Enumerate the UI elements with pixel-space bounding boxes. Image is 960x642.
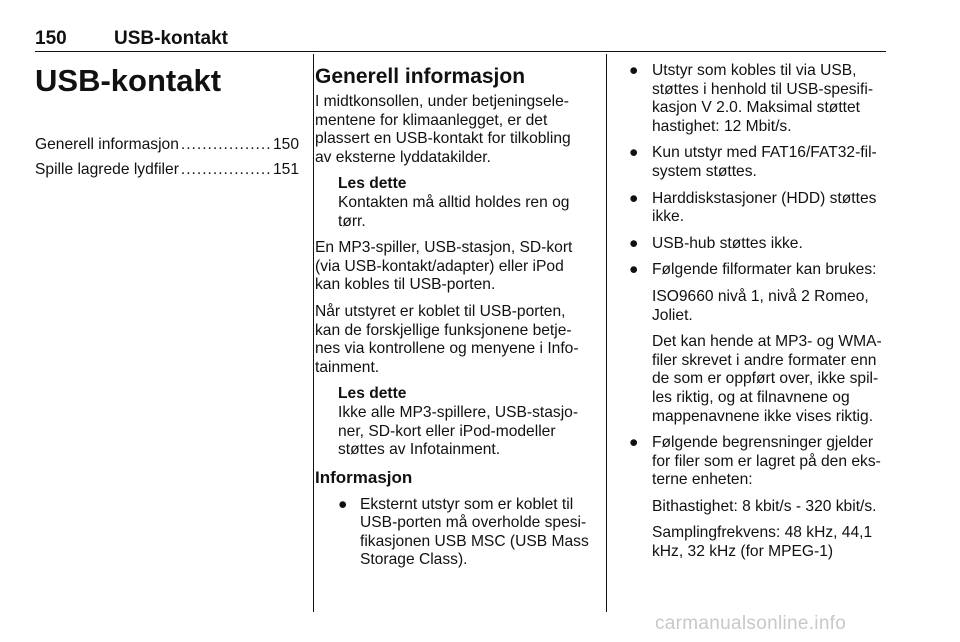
toc-entry[interactable] — [35, 136, 299, 155]
sampling-text: Samplingfrekvens: 48 kHz, 44,1 kHz, 32 kHz (for MPEG-1) — [652, 524, 873, 561]
paragraph: Når utstyret er koblet til USB-porten, kan de forskjellige funksjonene betjenes via kontrollene og menyene i Infotainment. — [315, 302, 579, 376]
bullet-text: USB-hub støttes ikke. — [652, 234, 803, 252]
bullet-icon: ● — [629, 144, 639, 162]
note-title: Les dette — [338, 175, 407, 193]
bullet-item — [622, 144, 886, 181]
column-divider-1 — [313, 54, 314, 612]
note-box — [338, 175, 591, 231]
bullet-icon: ● — [629, 234, 639, 252]
watermark: carmanualsonline.info — [655, 613, 847, 634]
paragraph: En MP3-spiller, USB-stasjon, SD-kort (via USB-kontakt/adapter) eller iPod kan kobles til USB-porten. — [315, 239, 573, 294]
section-heading: Generell informasjon — [315, 65, 526, 88]
subsection-heading: Informasjon — [315, 467, 413, 487]
bullet-icon: ● — [629, 189, 639, 207]
bullet-text: Eksternt utstyr som er koblet til USB-porten må overholde spesifikasjonen USB MSC (USB Mass Storage Class). — [360, 495, 589, 569]
note-title: Les dette — [338, 385, 407, 403]
toc-entry-page: 151 — [272, 160, 299, 178]
toc-entry-label: Generell informasjon — [35, 136, 179, 153]
page-number: 150 — [35, 28, 67, 49]
paragraph: I midtkonsollen, under betjeningselementene for klimaanlegget, er det plassert en USB-kontakt for tilkobling av eksterne lyddatakilder. — [315, 93, 571, 166]
note-text: Ikke alle MP3-spillere, USB-stasjoner, SD-kort eller iPod-modeller støttes av Infotainment. — [338, 403, 579, 459]
column-divider-2 — [606, 54, 607, 612]
toc-entry-label: Spille lagrede lydfiler — [35, 160, 179, 178]
bullet-text: Harddiskstasjoner (HDD) støttes ikke. — [652, 189, 877, 226]
bullet-text: Kun utstyr med FAT16/FAT32-filsystem støttes. — [652, 144, 877, 180]
toc-entry[interactable] — [35, 161, 299, 180]
column-toc — [35, 62, 299, 185]
note-text: Kontakten må alltid holdes ren og tørr. — [338, 193, 570, 230]
column-requirements — [622, 62, 886, 570]
bullet-text: Utstyr som kobles til via USB, støttes i henhold til USB-spesifikasjon V 2.0. Maksimal støttet hastighet: 12 Mbit/s. — [652, 62, 874, 135]
bullet-item — [622, 261, 886, 280]
format-list-text: ISO9660 nivå 1, nivå 2 Romeo, Joliet. — [652, 287, 869, 324]
bullet-item — [622, 62, 886, 136]
bullet-icon: ● — [629, 261, 639, 279]
bullet-icon: ● — [629, 434, 639, 452]
bullet-item — [315, 496, 591, 570]
bullet-icon: ● — [338, 495, 348, 513]
page-header — [35, 28, 886, 50]
toc-leader — [181, 161, 271, 180]
note-box — [338, 385, 591, 459]
running-section-title: USB-kontakt — [114, 28, 229, 49]
toc-leader — [181, 136, 271, 155]
bullet-text: Følgende filformater kan brukes: — [652, 261, 877, 279]
bullet-icon: ● — [629, 62, 639, 79]
format-note-text: Det kan hende at MP3- og WMA-filer skrevet i andre formater enn de som er oppført over, ikke spilles riktig, og at filnavnene og mappenavnene ikke vises riktig. — [652, 333, 882, 425]
chapter-title: USB-kontakt — [35, 63, 222, 98]
bitrate-text: Bithastighet: 8 kbit/s - 320 kbit/s. — [652, 497, 877, 515]
bullet-item — [622, 190, 886, 227]
column-general-info — [315, 62, 591, 578]
bullet-item — [622, 235, 886, 254]
header-rule — [35, 51, 886, 52]
bullet-item — [622, 434, 886, 490]
toc-entry-page: 150 — [272, 136, 299, 153]
bullet-text: Følgende begrensninger gjelder for filer som er lagret på den eksterne enheten: — [652, 434, 881, 489]
